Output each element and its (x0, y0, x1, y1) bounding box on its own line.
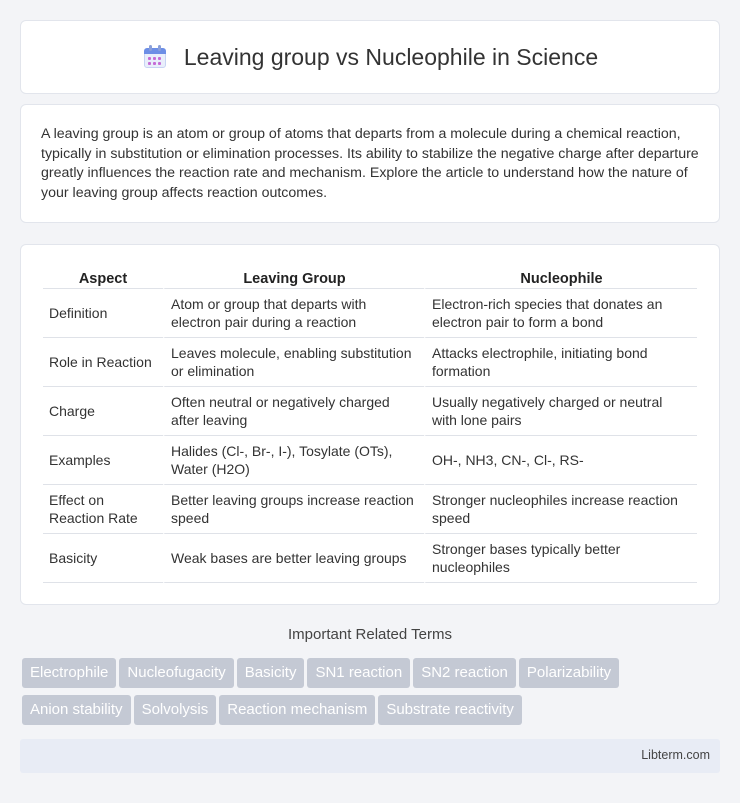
tag-polarizability[interactable]: Polarizability (519, 658, 619, 688)
header-card (20, 20, 720, 94)
table-cell-nucleophile: Usually negatively charged or neutral with lone pairs (424, 387, 697, 436)
column-header-leaving-group: Leaving Group (163, 265, 424, 289)
tag-reaction-mechanism[interactable]: Reaction mechanism (219, 695, 375, 725)
comparison-table-card (20, 244, 720, 605)
column-header-aspect: Aspect (43, 265, 163, 289)
table-cell-nucleophile: Stronger bases typically better nucleophiles (424, 534, 697, 583)
related-terms-list (22, 658, 722, 732)
page-title: Leaving group vs Nucleophile in Science (183, 43, 599, 70)
tag-sn1-reaction[interactable]: SN1 reaction (307, 658, 410, 688)
table-cell-aspect: Basicity (43, 534, 163, 583)
table-cell-leaving-group: Weak bases are better leaving groups (163, 534, 424, 583)
intro-text: A leaving group is an atom or group of atoms that departs from a molecule during a chemical reaction, typically in substitution or elimination processes. Its ability to stabilize the negative charge after departure greatly influences the reaction rate and mechanism. Explore the article to understand how the nature of your leaving group affects reaction outcomes. (41, 126, 699, 201)
footer (20, 739, 720, 773)
comparison-table (43, 265, 697, 583)
table-cell-aspect: Effect on Reaction Rate (43, 485, 163, 534)
table-cell-nucleophile: Electron-rich species that donates an electron pair to form a bond (424, 289, 697, 338)
table-cell-leaving-group: Better leaving groups increase reaction speed (163, 485, 424, 534)
table-row (43, 485, 697, 534)
tag-nucleofugacity[interactable]: Nucleofugacity (119, 658, 233, 688)
footer-brand[interactable]: Libterm.com (641, 748, 710, 762)
table-row (43, 534, 697, 583)
calendar-icon (142, 44, 168, 70)
table-cell-leaving-group: Leaves molecule, enabling substitution or elimination (163, 338, 424, 387)
tag-electrophile[interactable]: Electrophile (22, 658, 116, 688)
table-row (43, 289, 697, 338)
tag-anion-stability[interactable]: Anion stability (22, 695, 131, 725)
table-cell-aspect: Definition (43, 289, 163, 338)
table-cell-aspect: Charge (43, 387, 163, 436)
tag-solvolysis[interactable]: Solvolysis (134, 695, 217, 725)
table-cell-aspect: Role in Reaction (43, 338, 163, 387)
table-header-row (43, 265, 697, 289)
related-terms-title: Important Related Terms (288, 626, 452, 643)
intro-card (20, 104, 720, 223)
table-cell-leaving-group: Halides (Cl-, Br-, I-), Tosylate (OTs), Water (H2O) (163, 436, 424, 485)
table-row (43, 387, 697, 436)
column-header-nucleophile: Nucleophile (424, 265, 697, 289)
table-cell-nucleophile: Stronger nucleophiles increase reaction speed (424, 485, 697, 534)
tag-sn2-reaction[interactable]: SN2 reaction (413, 658, 516, 688)
table-row (43, 338, 697, 387)
table-cell-leaving-group: Often neutral or negatively charged after leaving (163, 387, 424, 436)
table-cell-aspect: Examples (43, 436, 163, 485)
table-row (43, 436, 697, 485)
table-cell-nucleophile: Attacks electrophile, initiating bond formation (424, 338, 697, 387)
table-cell-leaving-group: Atom or group that departs with electron pair during a reaction (163, 289, 424, 338)
table-cell-nucleophile: OH-, NH3, CN-, Cl-, RS- (424, 436, 697, 485)
tag-substrate-reactivity[interactable]: Substrate reactivity (378, 695, 522, 725)
tag-basicity[interactable]: Basicity (237, 658, 305, 688)
